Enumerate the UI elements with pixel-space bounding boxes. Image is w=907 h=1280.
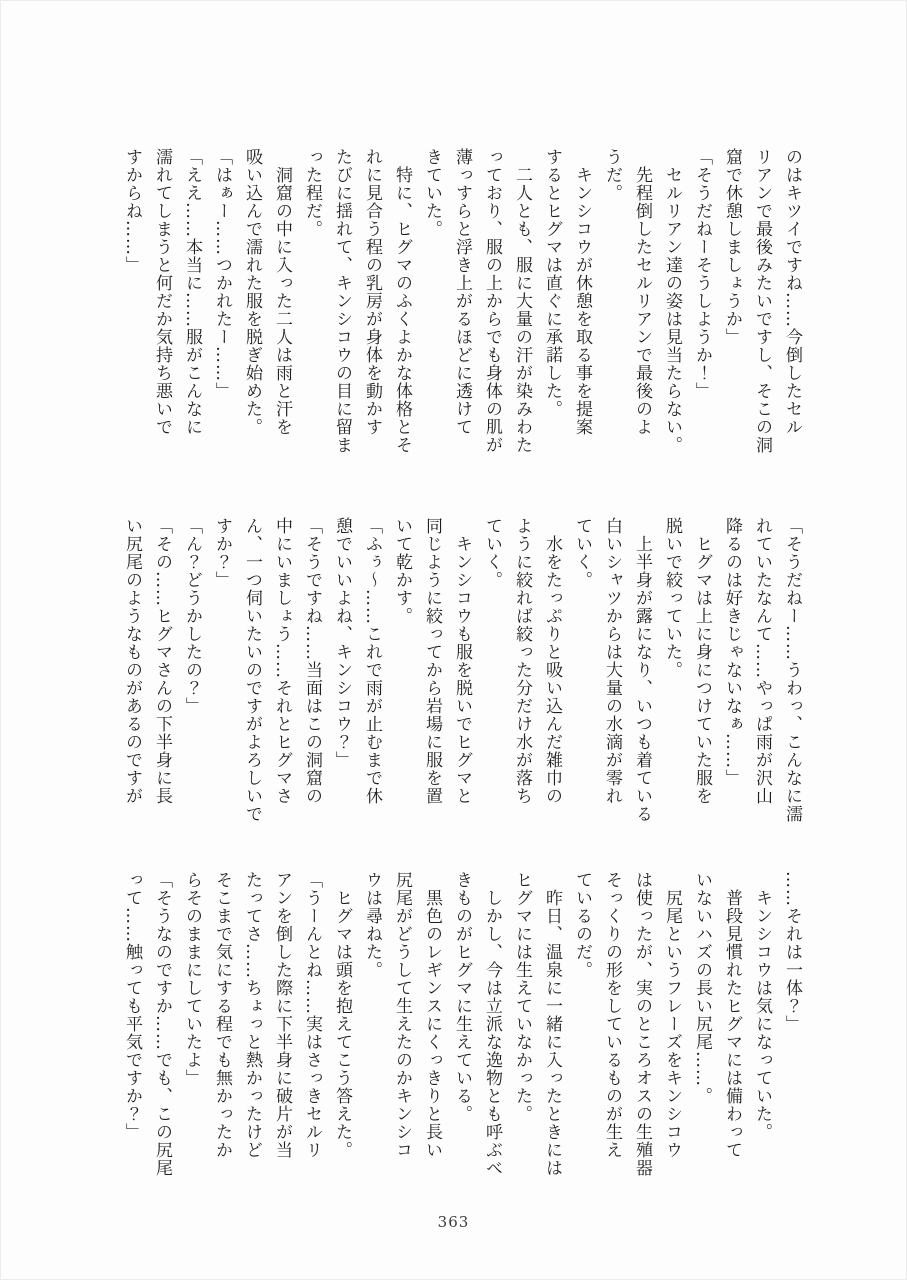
text-column: れていたなんて……やっぱ雨が沢山 bbox=[752, 517, 772, 805]
text-column: いて乾かす。 bbox=[392, 517, 412, 625]
text-block-middle bbox=[115, 517, 807, 833]
text-column: ヒグマは上に身につけていた服を bbox=[692, 535, 712, 805]
text-column: キンシコウは気になっていた。 bbox=[752, 889, 772, 1141]
text-column: 「ええ……本当に……服がこんなに bbox=[182, 148, 202, 436]
text-column: ん、一つ伺いたいのですがよろしいで bbox=[242, 517, 262, 823]
text-column: ていく。 bbox=[572, 517, 592, 589]
text-column: ヒグマには生えていなかった。 bbox=[512, 871, 532, 1123]
text-column: リアンで最後みたいですし、そこの洞 bbox=[752, 148, 772, 454]
text-column: ……それは一体？」 bbox=[782, 871, 802, 1033]
text-column: 窟で休憩しましょうか」 bbox=[722, 148, 742, 346]
text-column: 「その……ヒグマさんの下半身に長 bbox=[152, 517, 172, 805]
text-column: 薄っすらと浮き上がるほどに透けて bbox=[452, 148, 472, 436]
text-column: いないハズの長い尻尾……。 bbox=[692, 871, 712, 1105]
text-column: 尻尾というフレーズをキンシコウ bbox=[662, 889, 682, 1159]
text-column: 洞窟の中に入った二人は雨と汗を bbox=[272, 166, 292, 436]
text-column: すか？」 bbox=[212, 517, 232, 589]
text-column: ように絞れば絞った分だけ水が落ち bbox=[512, 517, 532, 805]
text-column: そこまで気にする程でも無かったか bbox=[212, 871, 232, 1159]
text-column: 「そうなのですか……でも、この尻尾 bbox=[152, 871, 172, 1177]
text-column: ヒグマは頭を抱えてこう答えた。 bbox=[332, 889, 352, 1159]
text-column: れに見合う程の乳房が身体を動かす bbox=[362, 148, 382, 436]
text-column: きものがヒグマに生えている。 bbox=[452, 871, 472, 1123]
text-block-top bbox=[115, 148, 807, 464]
text-column: って……触っても平気ですか？」 bbox=[122, 871, 142, 1141]
text-column: しかし、今は立派な逸物とも呼ぶべ bbox=[482, 889, 502, 1177]
text-column: きていた。 bbox=[422, 148, 442, 238]
text-column: うだ。 bbox=[602, 148, 622, 202]
text-column: アンを倒した際に下半身に破片が当 bbox=[272, 871, 292, 1159]
text-column: 「ふぅ〜……これで雨が止むまで休 bbox=[362, 517, 382, 805]
text-column: 二人とも、服に大量の汗が染みわた bbox=[512, 166, 532, 454]
text-column: 憩でいいよね、キンシコウ？」 bbox=[332, 517, 352, 769]
text-column: 黒色のレギンスにくっきりと長い bbox=[422, 889, 442, 1159]
text-column: 中にいましょう……それとヒグマさ bbox=[272, 517, 292, 805]
text-column: 「そうだねー……うわっ、こんなに濡 bbox=[782, 517, 802, 823]
text-column: 水をたっぷりと吸い込んだ雑巾の bbox=[542, 535, 562, 805]
page-number: 363 bbox=[437, 1213, 470, 1231]
text-column: らそのままにしていたよ」 bbox=[182, 871, 202, 1087]
text-column: は使ったが、実のところオスの生殖器 bbox=[632, 871, 652, 1177]
text-column: 濡れてしまうと何だか気持ち悪いで bbox=[152, 148, 172, 436]
text-column: ているのだ。 bbox=[572, 871, 592, 979]
text-column: い尻尾のようなものがあるのですが bbox=[122, 517, 142, 805]
text-column: するとヒグマは直ぐに承諾した。 bbox=[542, 148, 562, 418]
text-column: 先程倒したセルリアンで最後のよ bbox=[632, 166, 652, 436]
text-column: 吸い込んで濡れた服を脱ぎ始めた。 bbox=[242, 148, 262, 436]
text-column: そっくりの形をしているものが生え bbox=[602, 871, 622, 1159]
text-column: った程だ。 bbox=[302, 148, 322, 238]
text-column: キンシコウも服を脱いでヒグマと bbox=[452, 535, 472, 805]
text-column: 普段見慣れたヒグマには備わって bbox=[722, 889, 742, 1159]
text-column: のはキツイですね……今倒したセル bbox=[782, 148, 802, 436]
text-column: 脱いで絞っていた。 bbox=[662, 517, 682, 679]
text-column: 「はぁー……つかれたー……」 bbox=[212, 148, 232, 400]
text-column: 上半身が露になり、いつも着ている bbox=[632, 535, 652, 823]
text-column: ていく。 bbox=[482, 517, 502, 589]
text-column: セルリアン達の姿は見当たらない。 bbox=[662, 166, 682, 454]
text-column: キンシコウが休憩を取る事を提案 bbox=[572, 166, 592, 436]
text-column: 昨日、温泉に一緒に入ったときには bbox=[542, 889, 562, 1177]
text-column: ウは尋ねた。 bbox=[362, 871, 382, 979]
text-column: 「うーんとね……実はさっきセルリ bbox=[302, 871, 322, 1159]
text-column: 降るのは好きじゃないなぁ……」 bbox=[722, 517, 742, 787]
text-column: 「そうだねーそうしようか！」 bbox=[692, 148, 712, 400]
text-column: すからね……」 bbox=[122, 148, 142, 274]
text-column: 白いシャツからは大量の水滴が零れ bbox=[602, 517, 622, 805]
text-block-bottom bbox=[115, 871, 807, 1187]
text-column: っており、服の上からでも身体の肌が bbox=[482, 148, 502, 454]
text-column: 「そうですね……当面はこの洞窟の bbox=[302, 517, 322, 805]
text-column: 「ん？どうかしたの？」 bbox=[182, 517, 202, 715]
text-column: 同じように絞ってから岩場に服を置 bbox=[422, 517, 442, 805]
text-column: たってさ……ちょっと熱かったけど bbox=[242, 871, 262, 1159]
text-column: 特に、ヒグマのふくよかな体格とそ bbox=[392, 166, 412, 454]
text-column: たびに揺れて、キンシコウの目に留ま bbox=[332, 148, 352, 454]
text-column: 尻尾がどうして生えたのかキンシコ bbox=[392, 871, 412, 1159]
